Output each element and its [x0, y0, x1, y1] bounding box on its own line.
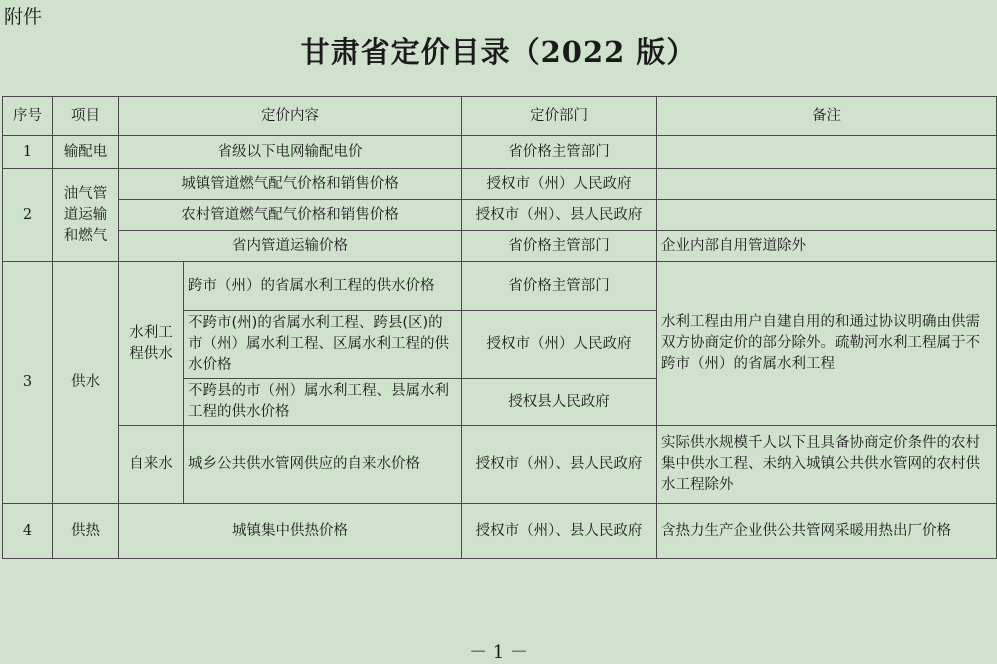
row-note: 实际供水规模千人以下且具备协商定价条件的农村集中供水工程、未纳入城镇公共供水管网的农村供水工程除外	[657, 426, 997, 504]
row-item: 油气管道运输和燃气	[53, 169, 119, 262]
row-content: 城镇管道燃气配气价格和销售价格	[119, 169, 462, 200]
row-item: 供水	[53, 262, 119, 504]
row-dept: 授权市（州）、县人民政府	[462, 200, 657, 231]
table-row	[3, 200, 997, 231]
header-dept: 定价部门	[462, 97, 657, 136]
document-title: 甘肃省定价目录（2022 版）	[300, 35, 697, 69]
row-content: 跨市（州）的省属水利工程的供水价格	[184, 262, 462, 311]
table-row	[3, 231, 997, 262]
row-dept: 授权市（州）、县人民政府	[462, 504, 657, 559]
header-note: 备注	[657, 97, 997, 136]
page-number: － 1 －	[469, 642, 528, 663]
header-item: 项目	[53, 97, 119, 136]
row-dept: 授权市（州）人民政府	[462, 169, 657, 200]
row-note: 企业内部自用管道除外	[657, 231, 997, 262]
row-content: 城镇集中供热价格	[119, 504, 462, 559]
row-number: 2	[3, 169, 53, 262]
table-row	[3, 504, 997, 559]
table-row	[3, 136, 997, 169]
row-content: 省内管道运输价格	[119, 231, 462, 262]
row-number: 1	[3, 136, 53, 169]
table-row	[3, 262, 997, 311]
header-content: 定价内容	[119, 97, 462, 136]
row-item: 供热	[53, 504, 119, 559]
row-dept: 省价格主管部门	[462, 136, 657, 169]
header-no: 序号	[3, 97, 53, 136]
row-number: 3	[3, 262, 53, 504]
row-note	[657, 200, 997, 231]
table-row	[3, 426, 997, 504]
row-item: 输配电	[53, 136, 119, 169]
row-subitem: 自来水	[119, 426, 184, 504]
row-note: 水利工程由用户自建自用的和通过协议明确由供需双方协商定价的部分除外。疏勒河水利工程属于不跨市（州）的省属水利工程	[657, 262, 997, 426]
row-content: 农村管道燃气配气价格和销售价格	[119, 200, 462, 231]
row-content: 不跨县的市（州）属水利工程、县属水利工程的供水价格	[184, 379, 462, 426]
attachment-label: 附件	[4, 6, 43, 28]
row-note	[657, 136, 997, 169]
row-note	[657, 169, 997, 200]
row-dept: 授权市（州）、县人民政府	[462, 426, 657, 504]
row-note: 含热力生产企业供公共管网采暖用热出厂价格	[657, 504, 997, 559]
row-content: 城乡公共供水管网供应的自来水价格	[184, 426, 462, 504]
row-dept: 省价格主管部门	[462, 231, 657, 262]
row-dept: 授权县人民政府	[462, 379, 657, 426]
row-content: 不跨市(州)的省属水利工程、跨县(区)的市（州）属水利工程、区属水利工程的供水价格	[184, 311, 462, 379]
table-row	[3, 169, 997, 200]
row-number: 4	[3, 504, 53, 559]
row-content: 省级以下电网输配电价	[119, 136, 462, 169]
pricing-catalog-table	[2, 96, 997, 559]
row-dept: 省价格主管部门	[462, 262, 657, 311]
row-subitem: 水利工程供水	[119, 262, 184, 426]
row-dept: 授权市（州）人民政府	[462, 311, 657, 379]
table-header-row	[3, 97, 997, 136]
